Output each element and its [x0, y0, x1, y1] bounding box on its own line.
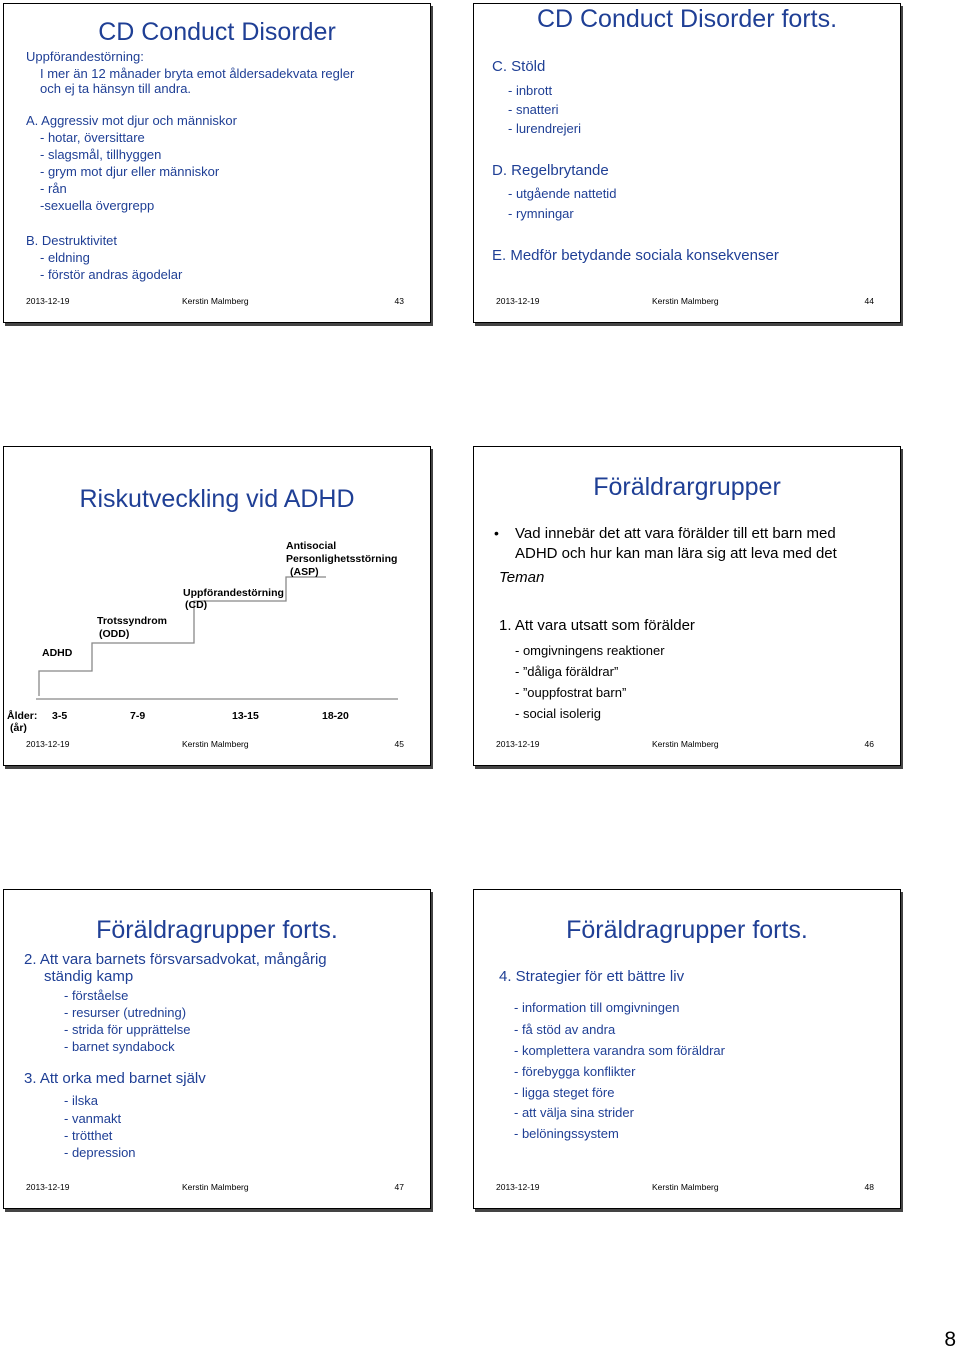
slide-number: 44	[864, 296, 874, 306]
list-item: - vanmakt	[64, 1111, 122, 1126]
step-asp: Antisocial	[286, 540, 337, 552]
bullet-icon: •	[494, 525, 499, 541]
list-item: - belöningssystem	[514, 1126, 619, 1141]
list-item: - resurser (utredning)	[64, 1005, 187, 1020]
text-line: B. Destruktivitet	[26, 233, 118, 248]
list-item: - depression	[64, 1145, 136, 1160]
footer-date: 2013-12-19	[496, 739, 540, 749]
step-asp-abbr: (ASP)	[290, 566, 319, 578]
text-line: Vad innebär det att vara förälder till ett barn med	[515, 525, 836, 542]
text-line: - rymningar	[508, 206, 574, 221]
section-heading: 4. Strategier för ett bättre liv	[499, 968, 685, 985]
footer-date: 2013-12-19	[26, 1182, 70, 1192]
list-item: - barnet syndabock	[64, 1039, 175, 1054]
list-item: - strida för upprättelse	[64, 1022, 191, 1037]
text-line: Uppförandestörning:	[26, 49, 144, 64]
slide-footer	[474, 1182, 900, 1194]
slide-43	[3, 3, 431, 323]
age-3-5: 3-5	[52, 710, 68, 722]
text-line: - slagsmål, tillhyggen	[40, 147, 162, 162]
text-line: E. Medför betydande sociala konsekvenser	[492, 247, 779, 264]
slide-48	[473, 889, 901, 1209]
list-item: - förståelse	[64, 988, 129, 1003]
text-line: - hotar, översittare	[40, 130, 145, 145]
footer-author: Kerstin Malmberg	[182, 739, 249, 749]
slide-footer	[474, 296, 900, 308]
slide-title: Föräldrargrupper	[593, 473, 781, 501]
slide-title: Föräldragrupper forts.	[96, 916, 338, 944]
text-line: D. Regelbrytande	[492, 162, 609, 179]
step-odd-abbr: (ODD)	[99, 628, 130, 640]
slide-46	[473, 446, 901, 766]
age-13-15: 13-15	[232, 710, 259, 722]
slide-number: 48	[864, 1182, 874, 1192]
step-cd-abbr: (CD)	[185, 599, 208, 611]
text-line: - grym mot djur eller människor	[40, 164, 220, 179]
list-item: - få stöd av andra	[514, 1022, 616, 1037]
list-item: - ”dåliga föräldrar”	[515, 664, 619, 679]
slide-footer	[4, 1182, 430, 1194]
slide-footer	[4, 296, 430, 308]
step-adhd: ADHD	[42, 647, 73, 659]
footer-date: 2013-12-19	[496, 1182, 540, 1192]
age-unit: (år)	[10, 722, 27, 734]
slide-title: CD Conduct Disorder	[98, 18, 336, 46]
footer-author: Kerstin Malmberg	[652, 296, 719, 306]
age-label: Ålder:	[7, 710, 38, 722]
text-line: ADHD och hur kan man lära sig att leva med det	[515, 545, 837, 562]
staircase-diagram	[4, 447, 431, 766]
slide-title: Riskutveckling vid ADHD	[79, 485, 355, 513]
text-line: - eldning	[40, 250, 90, 265]
slide-number: 46	[864, 739, 874, 749]
slide-footer	[474, 739, 900, 751]
footer-date: 2013-12-19	[26, 296, 70, 306]
slide-44	[473, 3, 901, 323]
page-number: 8	[944, 1328, 956, 1351]
list-item: - ”ouppfostrat barn”	[515, 685, 627, 700]
text-line: och ej ta hänsyn till andra.	[40, 81, 192, 96]
footer-author: Kerstin Malmberg	[182, 1182, 249, 1192]
footer-date: 2013-12-19	[496, 296, 540, 306]
section-heading: 1. Att vara utsatt som förälder	[499, 617, 695, 634]
slide-number: 47	[394, 1182, 404, 1192]
list-item: - trötthet	[64, 1128, 113, 1143]
footer-author: Kerstin Malmberg	[652, 1182, 719, 1192]
list-item: - omgivningens reaktioner	[515, 643, 665, 658]
text-line: A. Aggressiv mot djur och människor	[26, 113, 237, 128]
section-heading-cont: ständig kamp	[44, 968, 134, 985]
text-line: - förstör andras ägodelar	[40, 267, 183, 282]
list-item: - ilska	[64, 1093, 98, 1108]
section-heading: 2. Att vara barnets försvarsadvokat, mångårig	[24, 951, 327, 968]
slide-title: CD Conduct Disorder forts.	[536, 5, 838, 33]
list-item: - social isolerig	[515, 706, 601, 721]
step-asp-name: Personlighetsstörning	[286, 553, 398, 565]
list-item: - ligga steget före	[514, 1085, 615, 1100]
list-item: - förebygga konflikter	[514, 1064, 636, 1079]
age-7-9: 7-9	[130, 710, 146, 722]
footer-date: 2013-12-19	[26, 739, 70, 749]
text-line: C. Stöld	[492, 58, 546, 75]
text-line: - rån	[40, 181, 67, 196]
text-line: - snatteri	[508, 102, 559, 117]
step-cd: Uppförandestörning	[183, 587, 284, 599]
list-item: - komplettera varandra som föräldrar	[514, 1043, 725, 1058]
footer-author: Kerstin Malmberg	[652, 739, 719, 749]
section-heading: 3. Att orka med barnet själv	[24, 1070, 206, 1087]
step-odd: Trotssyndrom	[97, 615, 168, 627]
slide-45	[3, 446, 431, 766]
slide-number: 45	[394, 739, 404, 749]
text-line: -sexuella övergrepp	[40, 198, 155, 213]
slide-footer	[4, 739, 430, 751]
footer-author: Kerstin Malmberg	[182, 296, 249, 306]
teman-label: Teman	[499, 569, 545, 586]
text-line: I mer än 12 månader bryta emot åldersadekvata regler	[40, 66, 355, 81]
text-line: - lurendrejeri	[508, 121, 581, 136]
age-18-20: 18-20	[322, 710, 349, 722]
list-item: - att välja sina strider	[514, 1105, 634, 1120]
slide-title: Föräldragrupper forts.	[566, 916, 808, 944]
slide-47	[3, 889, 431, 1209]
text-line: - utgående nattetid	[508, 186, 617, 201]
slide-number: 43	[394, 296, 404, 306]
list-item: - information till omgivningen	[514, 1000, 680, 1015]
text-line: - inbrott	[508, 83, 553, 98]
